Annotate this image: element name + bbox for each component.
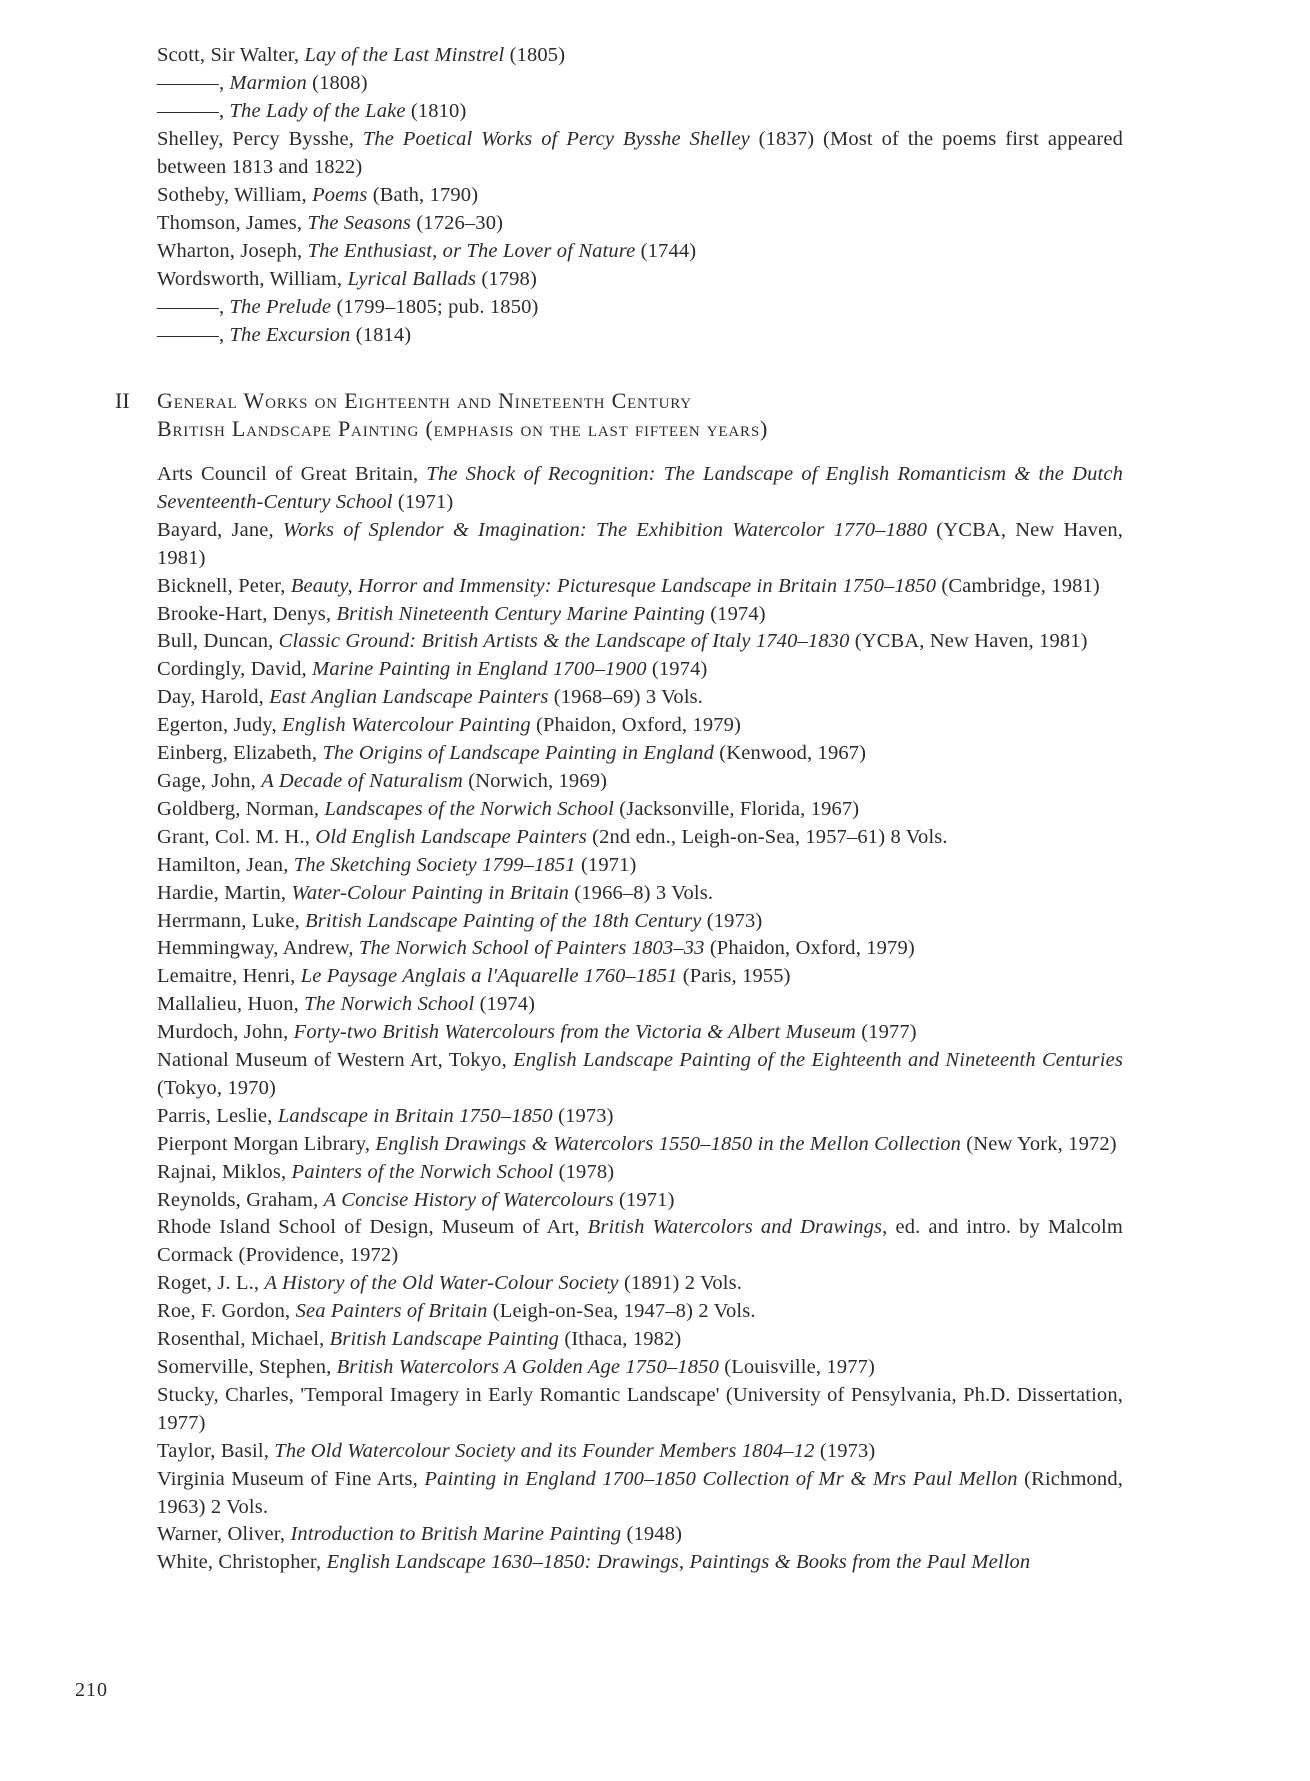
entry-title: British Landscape Painting: [329, 1328, 560, 1351]
bibliography-entry: [157, 69, 1123, 97]
entry-text: Shelley, Percy Bysshe,: [157, 128, 363, 150]
entry-text: Murdoch, John,: [157, 1021, 294, 1044]
entry-text: (YCBA, New Haven, 1981): [157, 518, 1123, 569]
bibliography-entry: [157, 1354, 1123, 1382]
bibliography-entry: [157, 628, 1123, 656]
entry-text: Thomson, James,: [157, 212, 308, 234]
entry-title: Painters of the Norwich School: [291, 1160, 554, 1183]
bibliography-entry: [157, 1521, 1123, 1549]
entry-title: The Origins of Landscape Painting in England: [322, 742, 714, 765]
entry-text: Sotheby, William,: [157, 184, 313, 206]
entry-title: Classic Ground: British Artists & the Landscape of Italy 1740–1830: [278, 630, 850, 653]
bibliography-entry: [157, 1466, 1123, 1522]
entry-title: Works of Splendor & Imagination: The Exhibition Watercolor 1770–1880: [282, 518, 928, 541]
entry-text: (Leigh-on-Sea, 1947–8) 2 Vols.: [487, 1300, 756, 1323]
entry-title: The Shock of Recognition: The Landscape of English Romanticism & the Dutch Seventeenth-Century School: [157, 463, 1123, 513]
entry-text: Rhode Island School of Design, Museum of Art,: [157, 1216, 588, 1239]
entry-text: ———,: [157, 100, 230, 122]
entry-text: Rajnai, Miklos,: [157, 1160, 292, 1183]
entry-text: (New York, 1972): [961, 1132, 1117, 1155]
bibliography-entry: [157, 1326, 1123, 1354]
entry-text: (1971): [613, 1188, 675, 1211]
entry-text: Einberg, Elizabeth,: [157, 742, 323, 765]
entry-text: (1808): [306, 72, 368, 94]
entry-text: Herrmann, Luke,: [157, 909, 306, 932]
entry-text: Pierpont Morgan Library,: [157, 1132, 376, 1155]
entry-title: The Sketching Society 1799–1851: [293, 853, 576, 876]
entry-text: (1974): [646, 658, 708, 681]
bibliography-entry: [157, 1298, 1123, 1326]
entry-text: Hamilton, Jean,: [157, 853, 294, 876]
entry-title: British Watercolors A Golden Age 1750–1850: [336, 1356, 719, 1378]
bibliography-entry: [157, 41, 1123, 69]
entry-text: (1798): [476, 268, 537, 290]
entry-title: English Landscape 1630–1850: Drawings, Paintings & Books from the Paul Mellon: [326, 1551, 1031, 1574]
page-number: 210: [75, 1679, 108, 1701]
entry-text: (YCBA, New Haven, 1981): [849, 630, 1088, 653]
general-works-list: [157, 461, 1123, 1577]
entry-title: Landscapes of the Norwich School: [324, 797, 614, 820]
entry-text: ———,: [157, 72, 230, 94]
entry-text: White, Christopher,: [157, 1551, 327, 1574]
entry-title: Lay of the Last Minstrel: [304, 44, 505, 66]
entry-title: Marine Painting in England 1700–1900: [312, 658, 647, 681]
bibliography-entry: [157, 1103, 1123, 1131]
entry-text: (Richmond, 1963) 2 Vols.: [157, 1467, 1124, 1518]
entry-title: English Drawings & Watercolors 1550–1850 in the Mellon Collection: [375, 1132, 962, 1155]
entry-title: Introduction to British Marine Painting: [290, 1523, 622, 1546]
entry-text: (1974): [704, 602, 766, 625]
bibliography-entry: [157, 1214, 1123, 1270]
entry-text: ———,: [157, 324, 230, 346]
entry-title: English Landscape Painting of the Eighteenth and Nineteenth Centuries: [513, 1049, 1124, 1072]
entry-text: Gage, John,: [157, 769, 262, 792]
entry-title: A Decade of Naturalism: [261, 769, 463, 792]
entry-title: The Enthusiast, or The Lover of Nature: [307, 240, 636, 262]
entry-title: Lyrical Ballads: [347, 268, 477, 290]
entry-text: Wordsworth, William,: [157, 268, 348, 290]
entry-title: Le Paysage Anglais a l'Aquarelle 1760–1851: [300, 965, 678, 988]
section-title: [157, 387, 1117, 443]
entry-text: Cordingly, David,: [157, 658, 313, 681]
bibliography-entry: [157, 963, 1123, 991]
bibliography-entry: [157, 1438, 1123, 1466]
entry-text: Bicknell, Peter,: [157, 574, 291, 597]
entry-text: , ed. and intro. by Malcolm Cormack (Providence, 1972): [157, 1216, 1124, 1267]
bibliography-entry: [157, 684, 1123, 712]
bibliography-entry: [157, 935, 1123, 963]
entry-title: The Poetical Works of Percy Bysshe Shelley: [362, 128, 750, 150]
bibliography-entry: [157, 265, 1123, 293]
entry-text: (1971): [392, 490, 454, 513]
entry-text: Reynolds, Graham,: [157, 1188, 324, 1211]
entry-title: British Nineteenth Century Marine Painting: [336, 602, 705, 625]
entry-text: (1973): [552, 1104, 614, 1127]
entry-text: (Kenwood, 1967): [713, 742, 867, 765]
bibliography-entry: [157, 1159, 1123, 1187]
bibliography-entry: [157, 1270, 1123, 1298]
entry-title: The Old Watercolour Society and its Founder Members 1804–12: [274, 1439, 815, 1462]
bibliography-entry: [157, 712, 1123, 740]
entry-text: (1891) 2 Vols.: [618, 1272, 743, 1295]
section-title-line-2: British Landscape Painting (emphasis on the last fifteen years): [157, 416, 769, 441]
bibliography-entry: [157, 908, 1123, 936]
entry-text: (Tokyo, 1970): [157, 1076, 276, 1099]
entry-title: Old English Landscape Painters: [315, 825, 587, 848]
entry-text: Stucky, Charles, 'Temporal Imagery in Early Romantic Landscape' (University of Pensylvania, Ph.D. Dissertation, 1977): [157, 1383, 1123, 1434]
entry-text: (1726–30): [411, 212, 504, 234]
entry-text: Wharton, Joseph,: [157, 240, 308, 262]
bibliography-entry: [157, 209, 1123, 237]
entry-text: Virginia Museum of Fine Arts,: [157, 1467, 425, 1490]
entry-title: The Norwich School: [304, 993, 475, 1016]
entry-title: Beauty, Horror and Immensity: Picturesque Landscape in Britain 1750–1850: [290, 574, 937, 597]
entry-text: (Paris, 1955): [677, 965, 791, 988]
entry-title: The Lady of the Lake: [229, 100, 406, 122]
bibliography-entry: [157, 573, 1123, 601]
entry-text: (Norwich, 1969): [462, 769, 608, 792]
entry-text: (1744): [635, 240, 697, 262]
entry-title: The Prelude: [229, 296, 332, 318]
entry-text: Brooke-Hart, Denys,: [157, 602, 337, 625]
entry-text: Hemmingway, Andrew,: [157, 937, 359, 960]
bibliography-entry: [157, 1187, 1123, 1215]
bibliography-entry: [157, 991, 1123, 1019]
entry-title: Sea Painters of Britain: [295, 1300, 488, 1323]
entry-title: Marmion: [229, 72, 307, 94]
entry-text: (1837) (Most of the poems first appeared between 1813 and 1822): [157, 128, 1124, 178]
entry-title: A History of the Old Water-Colour Society: [264, 1272, 619, 1295]
entry-title: Forty-two British Watercolours from the Victoria & Albert Museum: [293, 1021, 856, 1044]
bibliography-entry: [157, 796, 1123, 824]
bibliography-entry: [157, 852, 1123, 880]
entry-title: British Watercolors and Drawings: [587, 1216, 883, 1239]
entry-text: (1974): [474, 993, 536, 1016]
entry-title: English Watercolour Painting: [282, 714, 531, 737]
entry-text: Scott, Sir Walter,: [157, 44, 305, 66]
entry-text: Egerton, Judy,: [157, 714, 283, 737]
entry-text: Arts Council of Great Britain,: [157, 463, 427, 485]
bibliography-entry: [157, 181, 1123, 209]
entry-text: (1973): [814, 1439, 876, 1462]
bibliography-entry: [157, 880, 1123, 908]
entry-text: (1968–69) 3 Vols.: [548, 686, 704, 709]
entry-text: (Phaidon, Oxford, 1979): [530, 714, 742, 737]
bibliography-entry: [157, 97, 1123, 125]
entry-title: British Landscape Painting of the 18th Century: [305, 909, 702, 932]
entry-text: (1971): [575, 853, 637, 876]
entry-text: Mallalieu, Huon,: [157, 993, 305, 1016]
entry-text: (Bath, 1790): [367, 184, 479, 206]
bibliography-entry: [157, 125, 1123, 181]
bibliography-entry: [157, 768, 1123, 796]
entry-text: Day, Harold,: [157, 686, 270, 709]
entry-text: (1948): [621, 1523, 683, 1546]
entry-text: (Jacksonville, Florida, 1967): [613, 797, 860, 820]
bibliography-entry: [157, 1549, 1123, 1577]
entry-text: (2nd edn., Leigh-on-Sea, 1957–61) 8 Vols.: [586, 825, 948, 848]
entry-text: Roe, F. Gordon,: [157, 1300, 296, 1323]
bibliography-entry: [157, 740, 1123, 768]
entry-text: Hardie, Martin,: [157, 881, 292, 904]
section-number: II: [115, 388, 130, 413]
entry-text: (Ithaca, 1982): [559, 1328, 682, 1351]
entry-title: Water-Colour Painting in Britain: [291, 881, 570, 904]
entry-text: Parris, Leslie,: [157, 1104, 278, 1127]
entry-text: (Louisville, 1977): [718, 1356, 875, 1378]
entry-text: ———,: [157, 296, 230, 318]
entry-title: The Norwich School of Painters 1803–33: [358, 937, 705, 960]
entry-title: The Excursion: [229, 324, 351, 346]
entry-text: Warner, Oliver,: [157, 1523, 291, 1546]
entry-text: Somerville, Stephen,: [157, 1356, 337, 1378]
entry-text: Roget, J. L.,: [157, 1272, 265, 1295]
entry-text: (1799–1805; pub. 1850): [331, 296, 539, 318]
primary-sources-list: [157, 41, 1123, 349]
entry-title: The Seasons: [307, 212, 412, 234]
entry-title: A Concise History of Watercolours: [323, 1188, 614, 1211]
entry-text: (1814): [350, 324, 412, 346]
bibliography-entry: [157, 601, 1123, 629]
entry-text: National Museum of Western Art, Tokyo,: [157, 1049, 514, 1072]
bibliography-entry: [157, 293, 1123, 321]
entry-text: (1810): [405, 100, 467, 122]
entry-text: (1973): [701, 909, 763, 932]
bibliography-entry: [157, 1047, 1123, 1103]
bibliography-entry: [157, 461, 1123, 517]
entry-title: Poems: [312, 184, 368, 206]
entry-text: Taylor, Basil,: [157, 1439, 275, 1462]
entry-title: Painting in England 1700–1850 Collection of Mr & Mrs Paul Mellon: [424, 1467, 1018, 1490]
entry-text: (Cambridge, 1981): [936, 574, 1100, 597]
entry-text: (1978): [553, 1160, 615, 1183]
bibliography-entry: [157, 237, 1123, 265]
bibliography-entry: [157, 321, 1123, 349]
entry-text: Bayard, Jane,: [157, 518, 283, 541]
bibliography-entry: [157, 1019, 1123, 1047]
entry-title: Landscape in Britain 1750–1850: [277, 1104, 553, 1127]
bibliography-entry: [157, 517, 1123, 573]
entry-text: Goldberg, Norman,: [157, 797, 325, 820]
entry-text: Rosenthal, Michael,: [157, 1328, 330, 1351]
section-title-line-1: General Works on Eighteenth and Nineteenth Century: [157, 388, 692, 413]
bibliography-entry: [157, 656, 1123, 684]
entry-title: East Anglian Landscape Painters: [269, 686, 549, 709]
entry-text: (1966–8) 3 Vols.: [569, 881, 714, 904]
entry-text: Bull, Duncan,: [157, 630, 279, 653]
bibliography-entry: [157, 824, 1123, 852]
bibliography-entry: [157, 1131, 1123, 1159]
entry-text: (1805): [504, 44, 566, 66]
entry-text: Lemaitre, Henri,: [157, 965, 301, 988]
entry-text: (1977): [855, 1021, 917, 1044]
entry-text: Grant, Col. M. H.,: [157, 825, 316, 848]
bibliography-entry: [157, 1382, 1123, 1438]
entry-text: (Phaidon, Oxford, 1979): [704, 937, 915, 960]
